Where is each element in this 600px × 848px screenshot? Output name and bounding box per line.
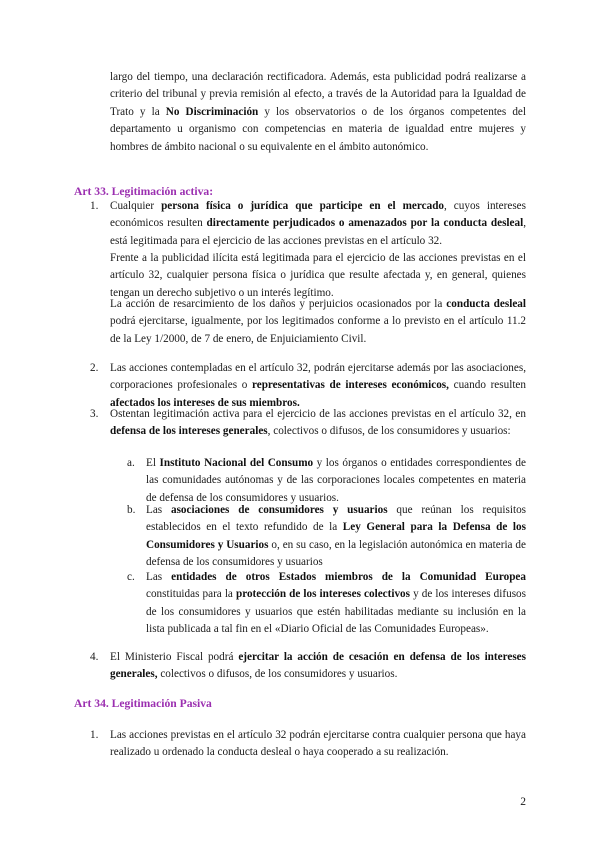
- article-33-item-1: Cualquier persona física o jurídica que participe en el mercado, cuyos intereses económicos resulten directamente perjudicados o amenazados por la conducta desleal, está legitimada para el ejercicio de las acciones previstas en el artículo 32.: [110, 200, 526, 247]
- sublist-letter: a.: [127, 457, 135, 469]
- sublist-letter: b.: [127, 504, 136, 516]
- sublist-letter: c.: [127, 571, 135, 583]
- list-number: 2.: [90, 362, 99, 374]
- list-number: 3.: [90, 408, 99, 420]
- article-33-item-1-paragraph-2: Frente a la publicidad ilícita está legitimada para el ejercicio de las acciones previstas en el artículo 32, cualquier persona física o jurídica que resulte afectada y, en general, quienes tengan un derecho subjetivo o un interés legítimo.: [110, 252, 526, 299]
- article-33-item-3-a: El Instituto Nacional del Consumo y los órganos o entidades correspondientes de las comunidades autónomas y de las corporaciones locales competentes en materia de defensa de los consumidores y usuarios.: [146, 457, 526, 504]
- article-33-item-2: Las acciones contempladas en el artículo 32, podrán ejercitarse además por las asociaciones, corporaciones profesionales o representativas de intereses económicos, cuando resulten afectados los intereses de sus miembros.: [110, 362, 526, 409]
- page-number: 2: [520, 796, 526, 808]
- article-33-item-1-paragraph-3: La acción de resarcimiento de los daños y perjuicios ocasionados por la conducta desleal podrá ejercitarse, igualmente, por los legitimados conforme a lo previsto en el artículo 11.2 de la Ley 1/2000, de 7 de enero, de Enjuiciamiento Civil.: [110, 298, 527, 345]
- article-33-heading: Art 33. Legitimación activa:: [74, 185, 214, 198]
- list-number: 1.: [90, 729, 99, 741]
- list-number: 1.: [90, 200, 99, 212]
- article-34-heading: Art 34. Legitimación Pasiva: [74, 697, 212, 710]
- list-number: 4.: [90, 651, 99, 663]
- intro-paragraph: largo del tiempo, una declaración rectificadora. Además, esta publicidad podrá realizarse a criterio del tribunal y previa remisión al efecto, a través de la Autoridad para la Igualdad de Trato y la No Discriminación y los observatorios o de los órganos competentes del departamento u organismo con competencias en materia de igualdad entre mujeres y hombres de ámbito nacional o su equivalente en el ámbito autonómico.: [110, 71, 526, 153]
- article-33-item-3: Ostentan legitimación activa para el ejercicio de las acciones previstas en el artículo 32, en defensa de los intereses generales, colectivos o difusos, de los consumidores y usuarios:: [110, 408, 526, 438]
- article-33-item-4: El Ministerio Fiscal podrá ejercitar la acción de cesación en defensa de los intereses generales, colectivos o difusos, de los consumidores y usuarios.: [110, 651, 526, 681]
- article-33-item-3-b: Las asociaciones de consumidores y usuarios que reúnan los requisitos establecidos en el texto refundido de la Ley General para la Defensa de los Consumidores y Usuarios o, en su caso, en la legislación autonómica en materia de defensa de los consumidores y usuarios: [146, 504, 527, 569]
- article-34-item-1: Las acciones previstas en el artículo 32 podrán ejercitarse contra cualquier persona que haya realizado u ordenado la conducta desleal o haya cooperado a su realización.: [110, 729, 526, 759]
- article-33-item-3-c: Las entidades de otros Estados miembros de la Comunidad Europea constituidas para la protección de los intereses colectivos y de los intereses difusos de los consumidores y usuarios que estén habilitadas mediante su inclusión en la lista publicada a tal fin en el «Diario Oficial de las Comunidades Europeas».: [146, 571, 526, 636]
